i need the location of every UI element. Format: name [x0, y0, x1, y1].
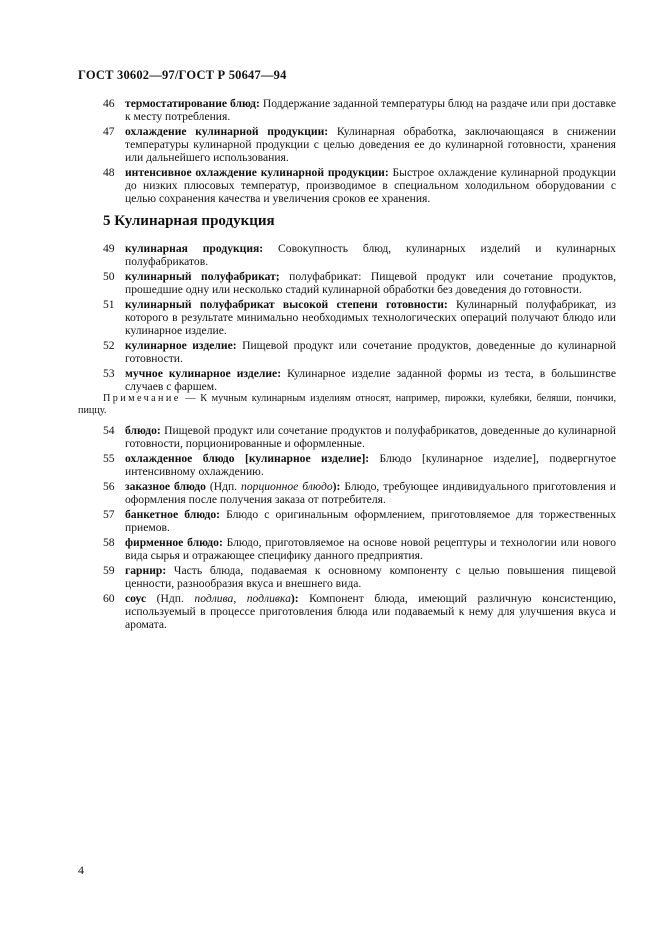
entry-suffix: ):	[290, 592, 310, 605]
definition-entry-59	[0, 564, 661, 590]
entry-text: Блюдо, требующее индивидуального приготовления и оформления после получения заказа от потребителя.	[125, 480, 616, 506]
entry-text: Блюдо с оригинальным оформлением, приготовляемое для торжественных приемов.	[125, 508, 616, 534]
entry-number: 51	[103, 298, 115, 311]
definition-entry-47	[0, 125, 661, 164]
entry-text: Компонент блюда, имеющий различную консистенцию, используемый в процессе приготовления блюда или подаваемый к нему для улучшения вкуса и аромата.	[125, 592, 616, 631]
note-text: — К мучным кулинарным изделиям относят, например, пирожки, кулебяки, беляши, пончики, пиццу.	[78, 393, 616, 416]
entry-text: Пищевой продукт или сочетание продуктов и полуфабрикатов, доведенные до кулинарной готовности, порционированные и оформленные.	[125, 424, 616, 450]
entry-prefix: (Ндп.	[146, 592, 195, 605]
entry-term: кулинарное изделие:	[125, 339, 237, 352]
entry-text: Часть блюда, подаваемая к основному компоненту с целью повышения пищевой ценности, разнообразия вкуса и внешнего вида.	[125, 564, 616, 590]
definitions-block-3	[0, 424, 661, 633]
entry-text: Блюдо [кулинарное изделие], подвергнутое интенсивному охлаждению.	[125, 452, 616, 478]
entry-term: охлаждение кулинарной продукции:	[125, 125, 329, 138]
entry-term: термостатирование блюд:	[125, 97, 260, 110]
deprecated-term: порционное блюдо	[241, 480, 333, 493]
entry-text: Кулинарное изделие заданной формы из теста, в большинстве случаев с фаршем.	[125, 367, 616, 393]
entry-term: соус	[125, 592, 147, 605]
section-title: 5 Кулинарная продукция	[103, 213, 275, 229]
deprecated-term: подлива, подливка	[194, 592, 291, 605]
entry-term: интенсивное охлаждение кулинарной продукции:	[125, 166, 389, 179]
entry-number: 56	[103, 480, 115, 493]
entry-number: 57	[103, 508, 115, 521]
definition-entry-48	[0, 166, 661, 205]
definitions-block-2	[0, 242, 661, 395]
entry-term: блюдо:	[125, 424, 161, 437]
entry-number: 55	[103, 452, 115, 465]
entry-number: 54	[103, 424, 115, 437]
entry-text: Быстрое охлаждение кулинарной продукции до низких плюсовых температур, производимое в специальном холодильном оборудовании с целью сохранения качества и увеличения сроков ее хранения.	[125, 166, 616, 205]
entry-term: кулинарный полуфабрикат;	[125, 270, 280, 283]
entry-text: Поддержание заданной температуры блюд на раздаче или при доставке к месту потребления.	[125, 97, 617, 123]
entry-term: заказное блюдо	[125, 480, 206, 493]
entry-term: фирменное блюдо:	[125, 536, 223, 549]
entry-term: гарнир:	[125, 564, 167, 577]
entry-number: 46	[103, 97, 115, 110]
entry-text: Блюдо, приготовляемое на основе новой рецептуры и технологии или нового вида сырья и отражающее специфику данного предприятия.	[125, 536, 617, 562]
definitions-block-1	[0, 97, 661, 207]
entry-text: Кулинарная обработка, заключающаяся в снижении температуры кулинарной продукции с целью доведения ее до кулинарной готовности, хранения или дальнейшего использования.	[125, 125, 616, 164]
definition-entry-55	[0, 452, 661, 478]
page-number: 4	[78, 863, 84, 877]
definition-entry-53	[0, 367, 661, 393]
note-label: Примечание	[103, 393, 181, 404]
entry-number: 50	[103, 270, 115, 283]
entry-text: полуфабрикат: Пищевой продукт или сочетание продуктов, прошедшие одну или несколько стадий кулинарной обработки без доведения до готовности.	[125, 270, 616, 296]
note	[78, 393, 616, 417]
entry-prefix: (Ндп.	[205, 480, 242, 493]
entry-text: Совокупность блюд, кулинарных изделий и кулинарных полуфабрикатов.	[125, 242, 616, 268]
definition-entry-58	[0, 536, 661, 562]
entry-number: 52	[103, 339, 115, 352]
entry-term: банкетное блюдо:	[125, 508, 220, 521]
definition-entry-54	[0, 424, 661, 450]
definition-entry-52	[0, 339, 661, 365]
entry-term: кулинарный полуфабрикат высокой степени готовности:	[125, 298, 448, 311]
entry-number: 53	[103, 367, 115, 380]
entry-term: кулинарная продукция:	[125, 242, 264, 255]
entry-suffix: ):	[332, 480, 345, 493]
entry-number: 59	[103, 564, 115, 577]
entry-number: 49	[103, 242, 115, 255]
entry-text: Пищевой продукт или сочетание продуктов, доведенные до кулинарной готовности.	[125, 339, 616, 365]
entry-term: мучное кулинарное изделие:	[125, 367, 282, 380]
entry-term: охлажденное блюдо [кулинарное изделие]:	[125, 452, 370, 465]
definition-entry-51	[0, 298, 661, 337]
entry-number: 48	[103, 166, 115, 179]
entry-number: 47	[103, 125, 115, 138]
entry-number: 58	[103, 536, 115, 549]
definition-entry-49	[0, 242, 661, 268]
definition-entry-46	[0, 97, 661, 123]
definition-entry-56	[0, 480, 661, 506]
document-header: ГОСТ 30602—97/ГОСТ Р 50647—94	[78, 68, 287, 82]
entry-text: Кулинарный полуфабрикат, из которого в результате минимально необходимых технологических операций получают блюдо или кулинарное изделие.	[125, 298, 617, 337]
definition-entry-57	[0, 508, 661, 534]
definition-entry-50	[0, 270, 661, 296]
definition-entry-60	[0, 592, 661, 631]
entry-number: 60	[103, 592, 115, 605]
